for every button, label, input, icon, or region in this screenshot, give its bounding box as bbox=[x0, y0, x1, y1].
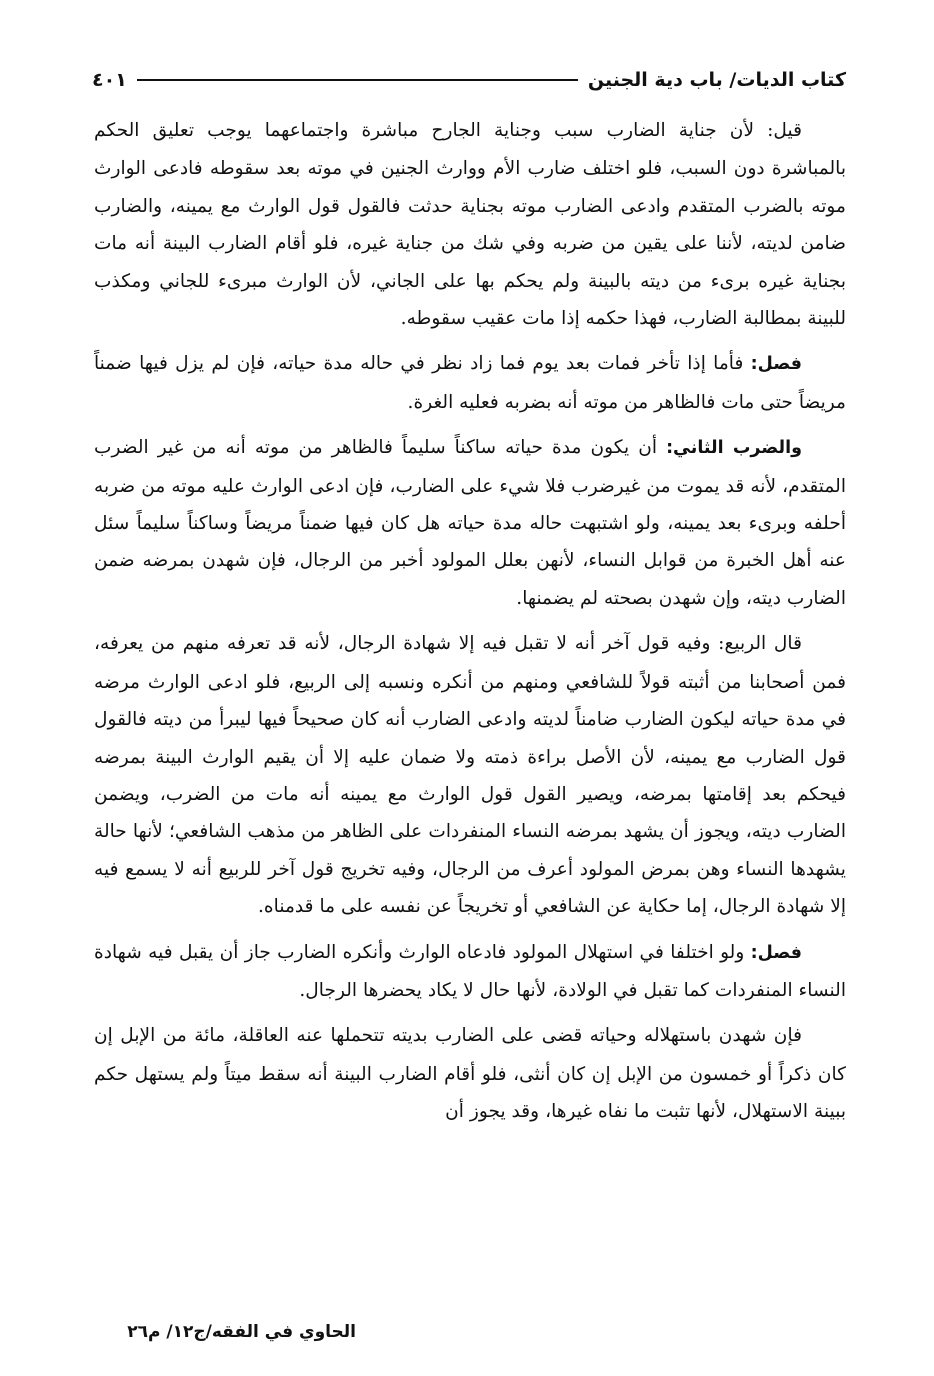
page-number: ٤٠١ bbox=[92, 69, 127, 91]
paragraph bbox=[94, 934, 846, 1010]
body-text bbox=[94, 112, 846, 1131]
paragraph-text: أن يكون مدة حياته ساكناً سليماً فالظاهر من موته أنه من غير الضرب المتقدم، لأنه قد يموت من غيرضرب فلا شيء على الضارب، فإن ادعى الوارث عليه موته من ضربه أحلفه وبرىء بعد يمينه، ولو اشتبهت حاله مدة حياته هل كان فيها ضمناً مريضاً وساكناً سليماً سئل عنه أهل الخبرة من قوابل النساء، لأنهن بعلل المولود أخبر من الرجال، فإن شهدن بمرضه ضمن الضارب ديته، وإن شهدن بصحته لم يضمنها. bbox=[94, 437, 846, 609]
paragraph bbox=[94, 625, 846, 925]
signature-footer bbox=[94, 1312, 846, 1352]
paragraph-text: فأما إذا تأخر فمات بعد يوم فما زاد نظر في حاله مدة حياته، فإن لم يزل فيها ضمناً مريضاً حتى مات فالظاهر من موته أنه بضربه فعليه الغرة. bbox=[94, 353, 846, 413]
paragraph-text: قال الربيع: وفيه قول آخر أنه لا تقبل فيه إلا شهادة الرجال، لأنه قد تعرفه منهم من يعرفه، فمن أصحابنا من أثبته قولاً للشافعي ومنهم من أنكره ونسبه إلى الربيع، فلو ادعى الوارث مرضه في مدة حياته ليكون الضارب ضامناً لديته وادعى الضارب أنه كان صحيحاً فيها ليبرأ من ديته فالقول قول الضارب مع يمينه، لأن الأصل براءة ذمته ولا ضمان عليه إلا أن يقيم الوارث البينة بمرضه فيحكم بعد إقامتها بمرضه، ويصير القول قول الوارث مع يمينه أنه مات من الضرب، ويضمن الضارب ديته، ويجوز أن يشهد بمرضه النساء المنفردات على الظاهر من مذهب الشافعي؛ لأنها حالة يشهدها النساء وهن بمرض المولود أعرف من الرجال، وفيه تخريج قول آخر للربيع أنه لا يسمع فيه إلا شهادة الرجال، إما حكاية عن الشافعي أو تخريجاً عن نفسه على ما قدمناه. bbox=[94, 633, 846, 918]
header-rule bbox=[137, 79, 578, 81]
paragraph bbox=[94, 429, 846, 617]
paragraph-text: ولو اختلفا في استهلال المولود فادعاه الوارث وأنكره الضارب جاز أن يقبل فيه شهادة النساء المنفردات كما تقبل في الولادة، لأنها حال لا يكاد يحضرها الرجال. bbox=[94, 941, 846, 1001]
paragraph-lead: فصل: bbox=[750, 354, 802, 375]
header-title: كتاب الديات/ باب دية الجنين bbox=[587, 69, 846, 91]
paragraph-text: فإن شهدن باستهلاله وحياته قضى على الضارب بديته تتحملها عنه العاقلة، مائة من الإبل إن كان ذكراً أو خمسون من الإبل إن كان أنثى، فلو أقام الضارب البينة أنه سقط ميتاً ولم يستهل حكم ببينة الاستهلال، لأنها تثبت ما نفاه غيرها، وقد يجوز أن bbox=[94, 1025, 846, 1123]
paragraph-lead: والضرب الثاني: bbox=[666, 438, 802, 459]
footer-text: الحاوي في الفقه/ج١٢/ م٢٦ bbox=[127, 1322, 356, 1342]
paragraph bbox=[94, 112, 846, 337]
paragraph-lead: فصل: bbox=[750, 942, 802, 963]
paragraph bbox=[94, 1017, 846, 1130]
running-header bbox=[92, 60, 846, 100]
paragraph-text: قيل: لأن جناية الضارب سبب وجناية الجارح مباشرة واجتماعهما يوجب تعليق الحكم بالمباشرة دون السبب، فلو اختلف ضارب الأم ووارث الجنين في موته بعد سقوطه فادعى الوارث موته بالضرب المتقدم وادعى الضارب موته بجناية حدثت فالقول قول الوارث مع يمينه، والضارب ضامن لديته، لأننا على يقين من ضربه وفي شك من جناية غيره، فلو أقام الضارب البينة أنه مات بجناية غيره برىء من ديته بالبينة ولم يحكم بها على الجاني، لأن الوارث مبرىء للجاني ومكذب للبينة بمطالبة الضارب، فهذا حكمه إذا مات عقيب سقوطه. bbox=[94, 120, 846, 330]
paragraph bbox=[94, 345, 846, 421]
